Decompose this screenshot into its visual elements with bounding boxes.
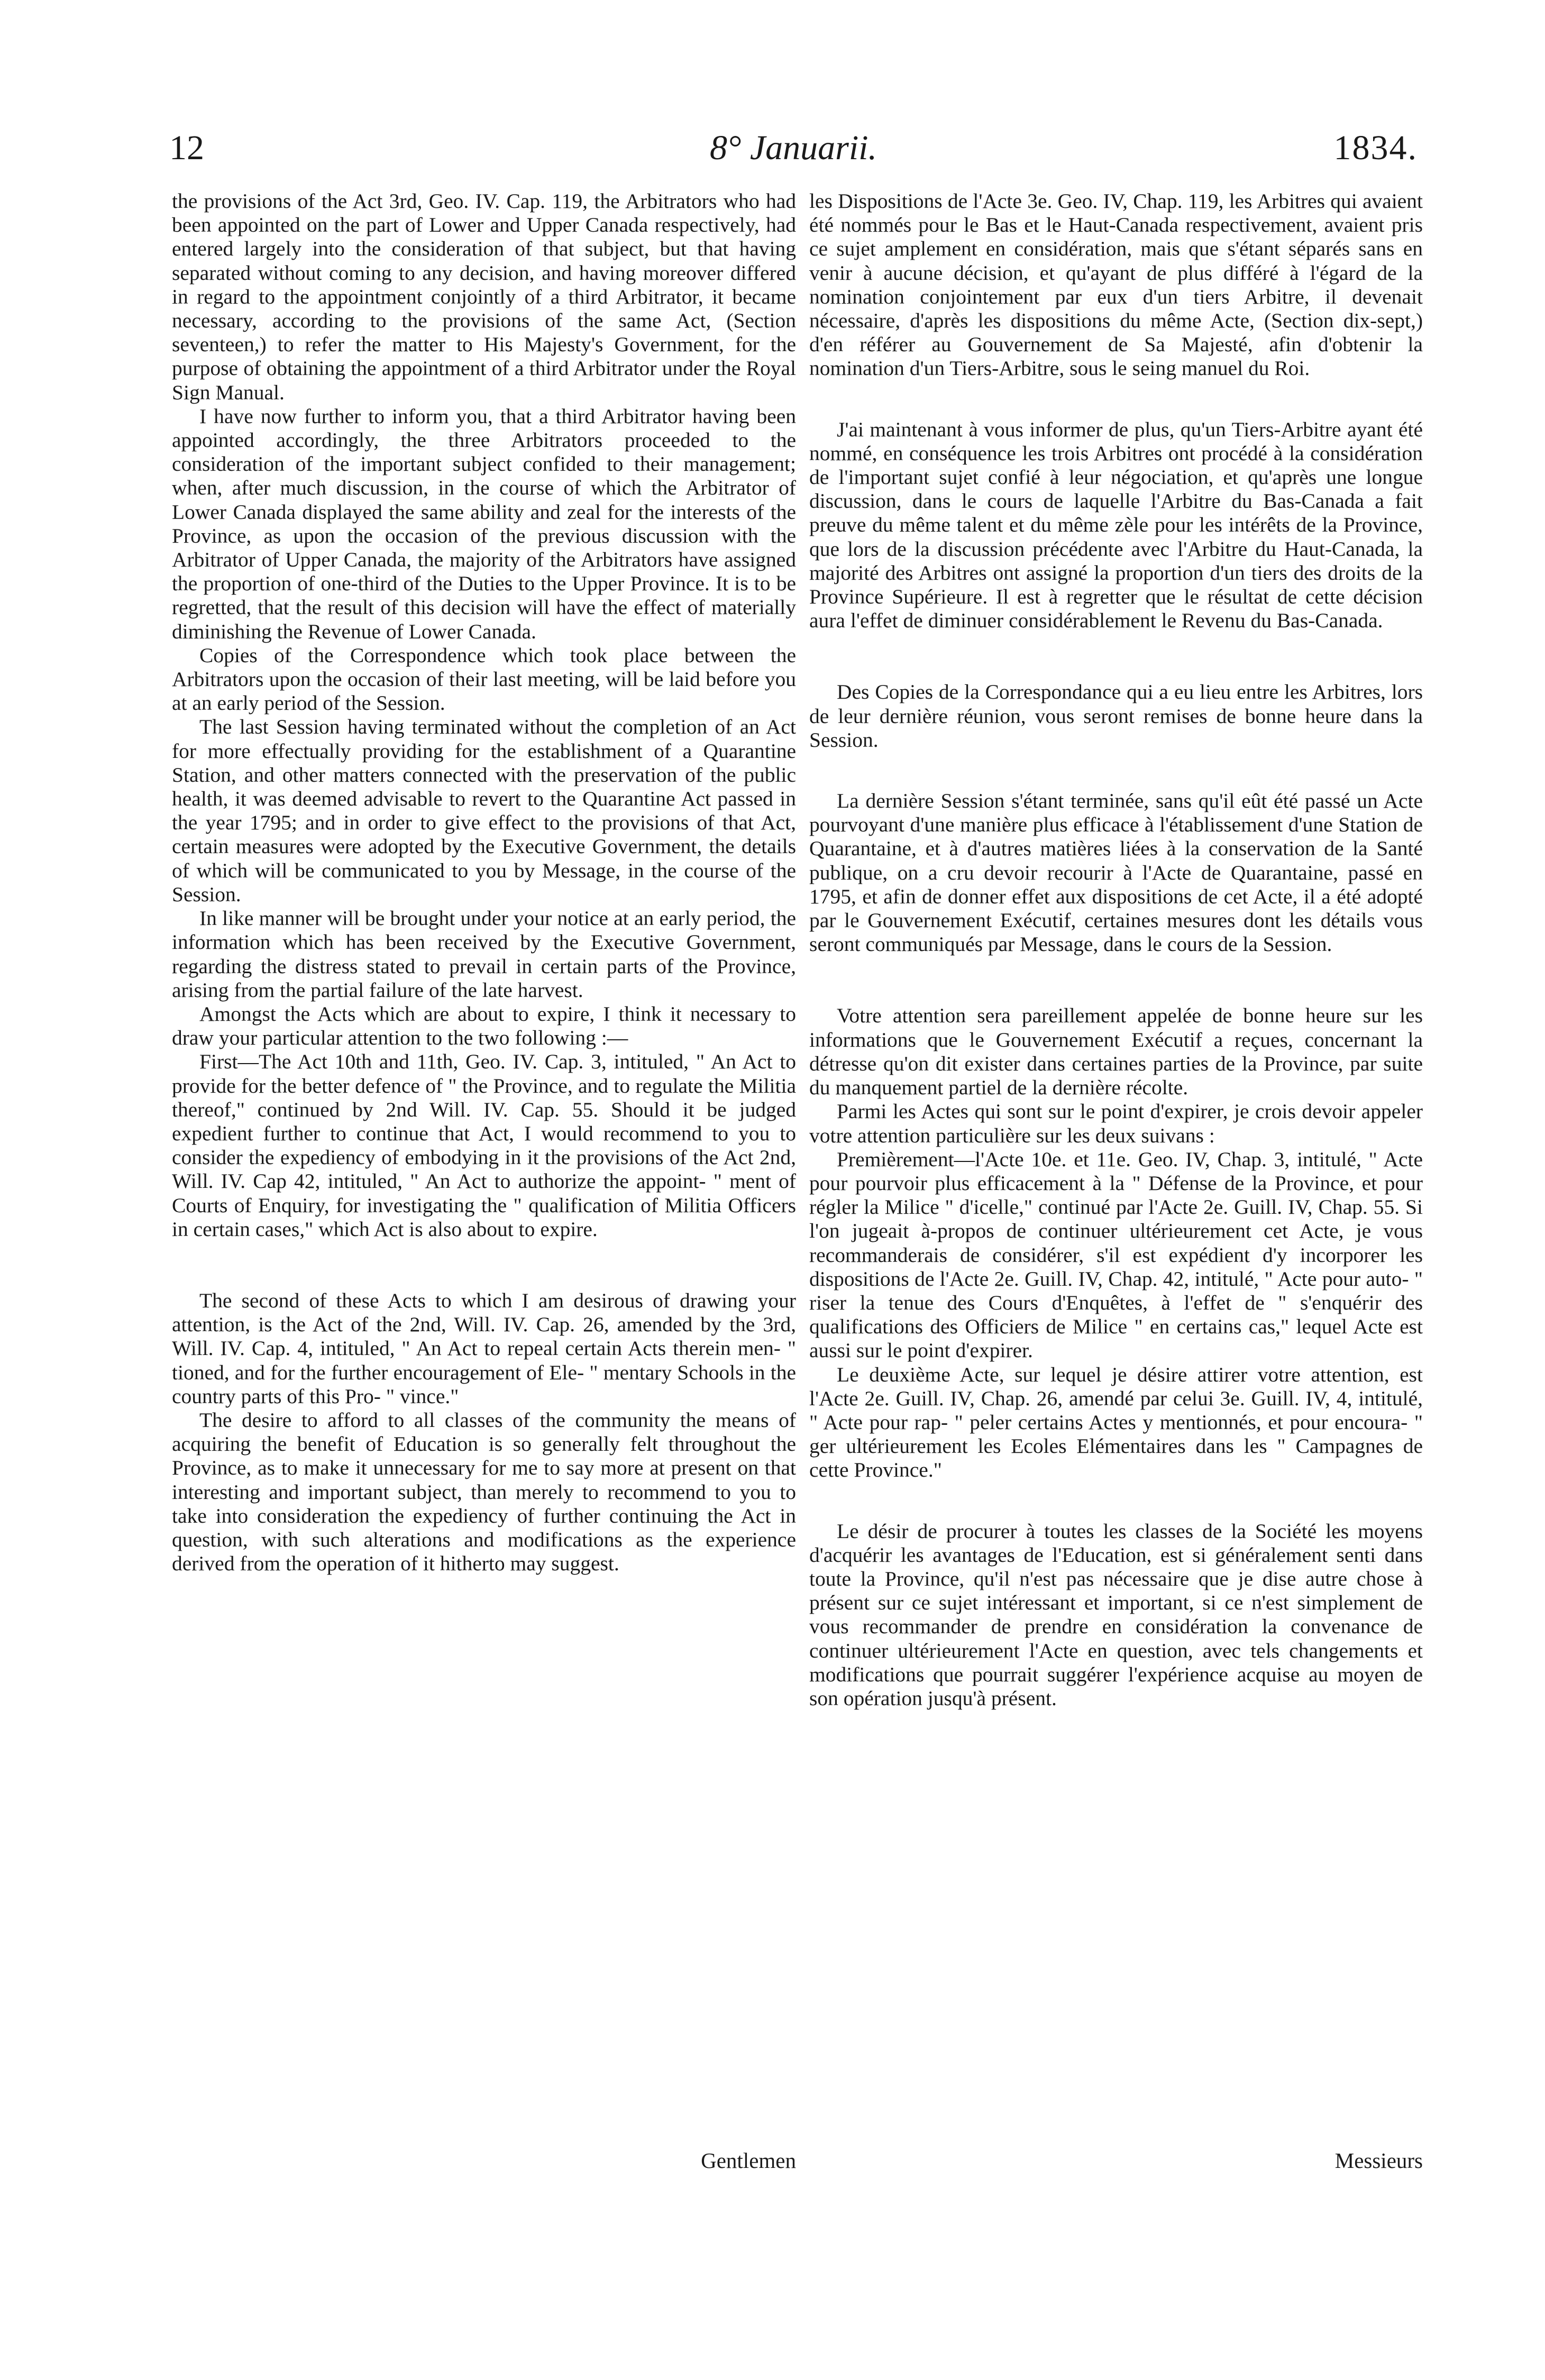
french-paragraph: les Dispositions de l'Acte 3e. Geo. IV, Chap. 119, les Arbitres qui avaient été nommés pour le Bas et le Haut-Canada respectivement, avaient pris ce sujet amplement en considération, mais que s'étant séparés sans en venir à aucune décision, et qu'ayant de plus différé à l'égard de la nomination conjointement par eux d'un tiers Arbitre, il devenait nécessaire, d'après les dispositions du même Acte, (Section dix-sept,) d'en référer au Gouvernement de Sa Majesté, afin d'obtenir la nomination d'un Tiers-Arbitre, sous le seing manuel du Roi.	[809, 189, 1423, 380]
english-paragraph: Amongst the Acts which are about to expire, I think it necessary to draw your particular attention to the two following :—	[172, 1002, 796, 1050]
english-paragraph: the provisions of the Act 3rd, Geo. IV. Cap. 119, the Arbitrators who had been appointed on the part of Lower and Upper Canada respectively, had entered largely into the consideration of that subject, but that having separated without coming to any decision, and having moreover differed in regard to the appointment conjointly of a third Arbitrator, it became necessary, according to the provisions of the same Act, (Section seventeen,) to refer the matter to His Majesty's Government, for the purpose of obtaining the appointment of a third Arbitrator under the Royal Sign Manual.	[172, 189, 796, 404]
french-column	[809, 189, 1423, 1710]
page-number: 12	[169, 129, 204, 167]
english-paragraph: I have now further to inform you, that a third Arbitrator having been appointed accordingly, the three Arbitrators proceeded to the consideration of the important subject confided to their management; when, after much discussion, in the course of which the Arbitrator of Lower Canada displayed the same ability and zeal for the interests of the Province, as upon the occasion of the previous discussion with the Arbitrator of Upper Canada, the majority of the Arbitrators have assigned the proportion of one-third of the Duties to the Upper Province. It is to be regretted, that the result of this decision will have the effect of materially diminishing the Revenue of Lower Canada.	[172, 404, 796, 643]
english-catchword: Gentlemen	[701, 2148, 796, 2173]
french-paragraph: Le deuxième Acte, sur lequel je désire attirer votre attention, est l'Acte 2e. Guill. IV, Chap. 26, amendé par celui 3e. Guill. IV, 4, intitulé, " Acte pour rap- " peler certains Actes y mentionnés, et pour encoura- " ger ultérieurement les Ecoles Elémentaires dans les " Campagnes de cette Province."	[809, 1362, 1423, 1482]
running-head	[169, 124, 1418, 172]
english-column	[172, 189, 796, 1576]
english-paragraph: Copies of the Correspondence which took place between the Arbitrators upon the occasion of their last meeting, will be laid before you at an early period of the Session.	[172, 643, 796, 715]
french-paragraph: Parmi les Actes qui sont sur le point d'expirer, je crois devoir appeler votre attention particulière sur les deux suivans :	[809, 1100, 1423, 1147]
english-paragraph: First—The Act 10th and 11th, Geo. IV. Cap. 3, intituled, " An Act to provide for the better defence of " the Province, and to regulate the Militia thereof," continued by 2nd Will. IV. Cap. 55. Should it be judged expedient further to continue that Act, I would recommend to you to consider the expediency of embodying in it the provisions of the Act 2nd, Will. IV. Cap 42, intituled, " An Act to authorize the appoint- " ment of Courts of Enquiry, for investigating the " qualification of Militia Officers in certain cases," which Act is also about to expire.	[172, 1050, 796, 1241]
english-paragraph: The second of these Acts to which I am desirous of drawing your attention, is the Act of the 2nd, Will. IV. Cap. 26, amended by the 3rd, Will. IV. Cap. 4, intituled, " An Act to repeal certain Acts therein men- " tioned, and for the further encouragement of Ele- " mentary Schools in the country parts of this Pro- " vince."	[172, 1288, 796, 1408]
english-paragraph: The last Session having terminated without the completion of an Act for more effectually providing for the establishment of a Quarantine Station, and other matters connected with the preservation of the public health, it was deemed advisable to revert to the Quarantine Act passed in the year 1795; and in order to give effect to the provisions of that Act, certain measures were adopted by the Executive Government, the details of which will be communicated to you by Message, in the course of the Session.	[172, 715, 796, 906]
running-head-date: 8° Januarii.	[709, 129, 877, 167]
english-paragraph: The desire to afford to all classes of the community the means of acquiring the benefit of Education is so generally felt throughout the Province, as to make it unnecessary for me to say more at present on that interesting and important subject, than merely to recommend to you to take into consideration the expediency of further continuing the Act in question, with such alterations and modifications as the experience derived from the operation of it hitherto may suggest.	[172, 1408, 796, 1576]
french-paragraph: J'ai maintenant à vous informer de plus, qu'un Tiers-Arbitre ayant été nommé, en conséquence les trois Arbitres ont procédé à la considération de l'important sujet confié à leur négociation, et qu'après une longue discussion, dans le cours de laquelle l'Arbitre du Bas-Canada a fait preuve du même talent et du même zèle pour les intérêts de la Province, que lors de la discussion précédente avec l'Arbitre du Haut-Canada, la majorité des Arbitres ont assigné la proportion d'un tiers des droits de la Province Supérieure. Il est à regretter que le résultat de cette décision aura l'effet de diminuer considérablement le Revenu du Bas-Canada.	[809, 417, 1423, 633]
french-paragraph: Votre attention sera pareillement appelée de bonne heure sur les informations que le Gouvernement Exécutif a reçues, concernant la détresse qu'on dit exister dans certaines parties de la Province, par suite du manquement partiel de la dernière récolte.	[809, 1004, 1423, 1100]
french-paragraph: La dernière Session s'étant terminée, sans qu'il eût été passé un Acte pourvoyant d'une manière plus efficace à l'établissement d'une Station de Quarantaine, et à d'autres matières liées à la conservation de la Santé publique, on a cru devoir recourir à l'Acte de Quarantaine, passé en 1795, et afin de donner effet aux dispositions de cet Acte, il a été adopté par le Gouvernement Exécutif, certaines mesures dont les détails vous seront communiqués par Message, dans le cours de la Session.	[809, 789, 1423, 956]
english-paragraph: In like manner will be brought under your notice at an early period, the information which has been received by the Executive Government, regarding the distress stated to prevail in certain parts of the Province, arising from the partial failure of the late harvest.	[172, 907, 796, 1002]
french-paragraph: Des Copies de la Correspondance qui a eu lieu entre les Arbitres, lors de leur dernière réunion, vous seront remises de bonne heure dans la Session.	[809, 680, 1423, 752]
french-paragraph: Premièrement—l'Acte 10e. et 11e. Geo. IV, Chap. 3, intitulé, " Acte pour pourvoir plus efficacement à la " Défense de la Province, et pour régler la Milice " d'icelle," continué par l'Acte 2e. Guill. IV, Chap. 55. Si l'on jugeait à-propos de continuer ultérieurement cet Acte, je vous recommanderais de considérer, s'il est expédient d'y incorporer les dispositions de l'Acte 2e. Guill. IV, Chap. 42, intitulé, " Acte pour auto- " riser la tenue des Cours d'Enquêtes, à l'effet de " s'enquérir des qualifications des Officiers de Milice " en certains cas," lequel Acte est aussi sur le point d'expirer.	[809, 1147, 1423, 1362]
running-head-year: 1834.	[1333, 129, 1418, 167]
french-catchword: Messieurs	[1334, 2148, 1423, 2173]
french-paragraph: Le désir de procurer à toutes les classes de la Société les moyens d'acquérir les avantages de l'Education, est si généralement senti dans toute la Province, qu'il n'est pas nécessaire que je dise autre chose à présent sur ce sujet intéressant et important, si ce n'est simplement de vous recommander de prendre en considération la convenance de continuer ultérieurement l'Acte en question, avec tels changements et modifications que pourrait suggérer l'expérience acquise au moyen de son opération jusqu'à présent.	[809, 1519, 1423, 1710]
